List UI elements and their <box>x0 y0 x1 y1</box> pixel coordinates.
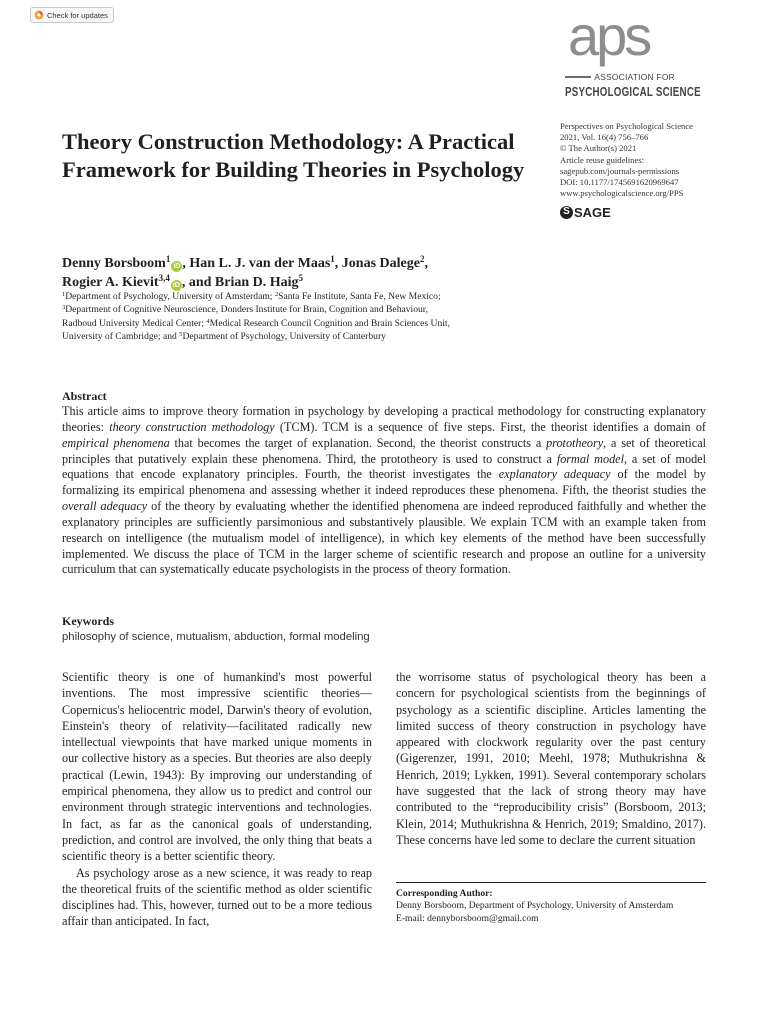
corresponding-divider <box>396 882 706 883</box>
check-for-updates-button[interactable] <box>30 7 114 23</box>
abstract-text: This article aims to improve theory formation in psychology by developing a practical methodology for constructing explanatory theories: <box>62 404 706 434</box>
abstract-text: of the model by formalizing its empirical phenomena and assessing whether it indeed reproduces these phenomena. Fifth, the theorist studies the <box>62 467 706 498</box>
aps-logo-line2: PSYCHOLOGICAL SCIENCE <box>565 85 701 99</box>
article-title: Theory Construction Methodology: A Practical Framework for Building Theories in Psychology <box>62 129 525 182</box>
abstract-italic-term: theory construction methodology <box>109 419 275 434</box>
author-sep: , <box>182 256 190 271</box>
abstract-italic-term: overall adequacy <box>62 499 148 514</box>
abstract-text: , a set of theoretical principles that putatively explain these phenomena. Third, the prototheory is used to construct a <box>62 435 707 466</box>
aps-logo-line1: ASSOCIATION FOR <box>591 72 675 82</box>
aps-logo-word: aps <box>568 4 650 67</box>
abstract-italic-term: empirical phenomena <box>62 435 170 450</box>
body-paragraph: As psychology arose as a new science, it was ready to reap the theoretical fruits of the scientific method as older scientific disciplines had. This, however, turned out to be a more tedious affair than anticipated. In fact, <box>62 865 372 929</box>
aps-logo <box>565 4 701 110</box>
affiliation-4-cont: University of Cambridge; and <box>62 331 180 343</box>
orcid-icon[interactable]: iD <box>172 282 180 289</box>
abstract-italic-term: formal model <box>556 451 624 466</box>
corresponding-label: Corresponding Author: <box>396 888 493 899</box>
abstract-text: that becomes the target of explanation. Second, the theorist constructs a <box>169 435 547 450</box>
body-column-left <box>62 669 372 930</box>
abstract-italic-term: explanatory adequacy <box>498 467 611 482</box>
author-affil: 1 <box>330 254 335 264</box>
abstract-italic-term: prototheory <box>546 435 604 450</box>
sage-wordmark: SAGE <box>574 204 611 220</box>
journal-permissions-link[interactable]: sagepub.com/journals-permissions <box>560 165 680 176</box>
author-name: Jonas Dalege <box>341 256 420 271</box>
corresponding-author <box>396 888 696 925</box>
affiliation-4: Medical Research Council Cognition and Brain Sciences Unit, <box>209 317 450 329</box>
affiliation-3: Department of Cognitive Neuroscience, Donders Institute for Brain, Cognition and Behaviour, <box>65 304 429 316</box>
affiliation-1: Department of Psychology, University of Amsterdam; <box>65 291 275 302</box>
journal-name: Perspectives on Psychological Science <box>560 121 693 131</box>
abstract-text: , a set of model equations that encode explanatory principles. Fourth, the theorist investigates the <box>62 451 706 482</box>
affiliation-5: Department of Psychology, University of Canterbury <box>182 331 386 343</box>
sage-logo <box>560 204 611 220</box>
journal-copyright: © The Author(s) 2021 <box>560 143 637 154</box>
author-name: Denny Borsboom <box>62 256 166 271</box>
body-paragraph: the worrisome status of psychological theory has been a concern for psychological scientists from the beginnings of psychology as a scientific discipline. Articles lamenting the limited success of theory construction in psychology have appeared with clockwork regularity over the past century (Gigerenzer, 1991, 2010; Meehl, 1978; Muthukrishna & Henrich, 2019; Lykken, 1991). Several contemporary scholars have suggested that the lack of strong theory may have contributed to the “reproducibility crisis” (Borsboom, 2013; Klein, 2014; Muthukrishna & Henrich, 2019; Smaldino, 2017). These concerns have led some to declare the current situation <box>396 670 706 847</box>
affiliations: $^1$Department of Psychology, University of Amsterdam; $^2$Santa Fe Institute, Santa Fe, New Mexico; $^3$Department of Cognitive Neuroscience, Donders Institute for Brain, Cognition and Behaviour, Radboud University Medical Center; $^4$Medical Research Council Cognition and Brain Sciences Unit, University of Cambridge; and $^5$Department of Psychology, University of Canterbury <box>62 291 450 343</box>
body-column-right <box>396 669 706 848</box>
author-name: Han L. J. van der Maas <box>189 256 331 271</box>
journal-reuse: Article reuse guidelines: <box>560 154 644 165</box>
author-name: Brian D. Haig <box>214 275 299 290</box>
journal-website-link[interactable]: www.psychologicalscience.org/PPS <box>560 188 684 199</box>
keywords-heading: Keywords <box>62 614 114 628</box>
corresponding-address: Denny Borsboom, Department of Psychology, University of Amsterdam <box>396 900 674 912</box>
check-updates-icon <box>34 10 44 20</box>
abstract-body <box>62 404 706 578</box>
journal-volume: 2021, Vol. 16(4) 756–766 <box>560 132 649 143</box>
abstract-heading: Abstract <box>62 389 107 403</box>
author-sep: , and <box>181 275 215 290</box>
orcid-icon[interactable]: iD <box>173 263 181 270</box>
author-affil: 1 <box>165 254 171 264</box>
author-name: Rogier A. Kievit <box>62 275 159 290</box>
author-sep: , <box>424 256 428 271</box>
author-affil: 3,4 <box>158 273 170 283</box>
keywords-list: philosophy of science, mutualism, abduction, formal modeling <box>62 631 370 643</box>
author-affil: 5 <box>298 273 304 283</box>
journal-info <box>560 121 750 199</box>
body-paragraph: Scientific theory is one of humankind's most powerful inventions. The most impressive scientific theories—Copernicus's heliocentric model, Darwin's theory of evolution, Einstein's theory of relativity—facilitated radically new intellectual viewpoints that have marked unique moments in our collective history as a species. But theories are also deeply practical (Lewin, 1943): By improving our understanding of empirical phenomena, they allow us to predict and control our environment through strategic interventions and technologies. In fact, as far as the canonical goals of understanding, prediction, and control are involved, the only thing that beats a scientific theory is a better scientific theory. <box>62 670 372 864</box>
abstract-text: of the theory by evaluating whether the identified phenomena are indeed reproduced faithfully and whether the explanatory principles are sufficiently parsimonious and substantively plausible. We explain TCM with an example taken from research on intelligence (the mutualism model of intelligence), in which key elements of the method have been successfully implemented. We discuss the place of TCM in the larger scheme of scientific research and propose an outline for a university curriculum that can systematically educate psychologists in the process of theory formation. <box>62 499 706 577</box>
affiliation-3-cont: Radboud University Medical Center; <box>62 317 207 329</box>
author-affil: 2 <box>419 254 425 264</box>
check-updates-label: Check for updates <box>47 10 108 20</box>
affiliation-2: Santa Fe Institute, Santa Fe, New Mexico; <box>278 291 441 302</box>
corresponding-email[interactable]: E-mail: dennyborsboom@gmail.com <box>396 912 539 924</box>
author-sep: , <box>334 256 342 271</box>
sage-s-icon: S <box>560 206 573 219</box>
abstract-text: (TCM). TCM is a sequence of five steps. First, the theorist identifies a domain of <box>274 419 706 434</box>
journal-doi-link[interactable]: DOI: 10.1177/1745691620969647 <box>560 177 679 188</box>
author-list <box>62 254 562 292</box>
